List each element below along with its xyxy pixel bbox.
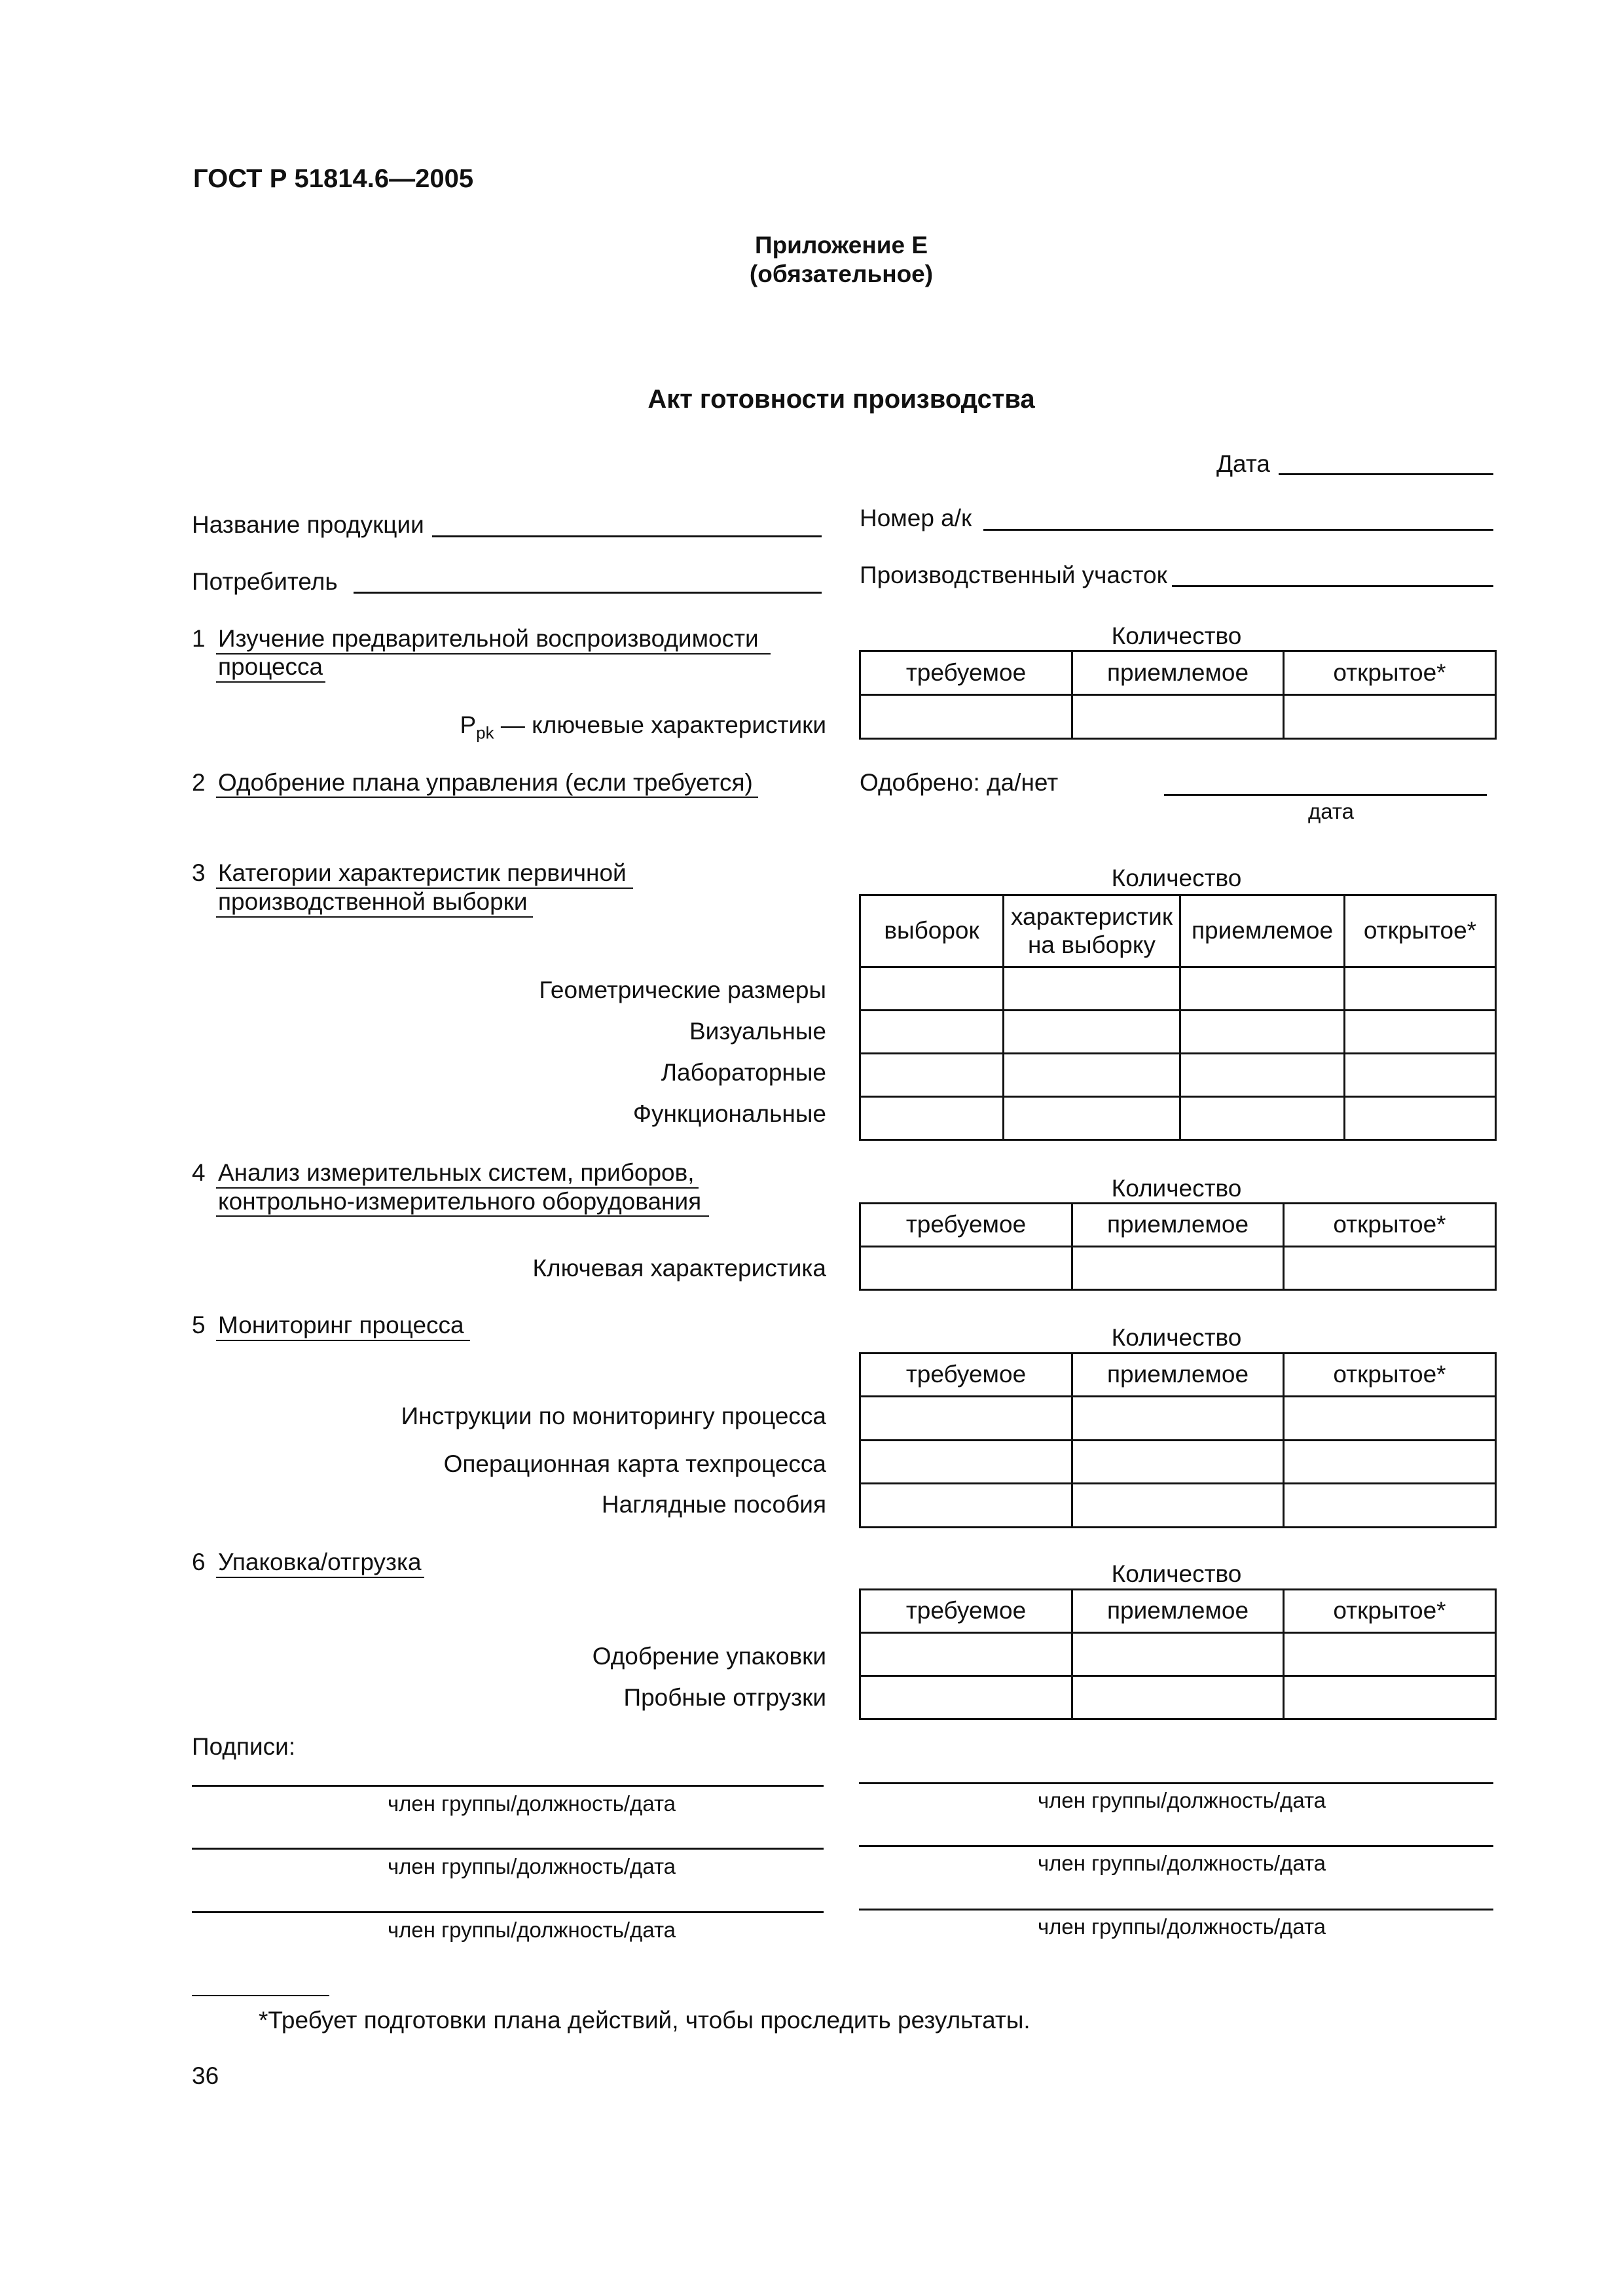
s4-title-line2: контрольно-измерительного оборудования [218, 1188, 702, 1215]
s2-title-underline [216, 797, 758, 798]
signature-caption-left-2: член группы/должность/дата [387, 1854, 676, 1878]
signature-caption-right-3: член группы/должность/дата [1037, 1914, 1326, 1939]
s1-quantity-table [859, 650, 1497, 740]
product-name-field[interactable] [432, 535, 822, 537]
s4-row-label-key-characteristic: Ключевая характеристика [532, 1255, 826, 1282]
s1-quantity-label: Количество [1111, 622, 1242, 649]
s4-quantity-label: Количество [1111, 1175, 1242, 1202]
table-cell[interactable] [860, 1484, 1072, 1528]
product-name-label: Название продукции [192, 511, 424, 538]
table-cell[interactable] [1072, 1247, 1284, 1290]
table-cell[interactable] [1072, 1441, 1284, 1484]
s6-row-label-trial-shipments: Пробные отгрузки [623, 1684, 826, 1711]
customer-field[interactable] [354, 592, 822, 594]
s3-col-samples: выборок [860, 895, 1004, 967]
s1-cell-acceptable[interactable] [1072, 695, 1284, 739]
customer-label: Потребитель [192, 568, 338, 595]
s1-title-line1: Изучение предварительной воспроизводимости [218, 625, 759, 652]
s4-number: 4 [192, 1159, 206, 1186]
table-cell[interactable] [1284, 1397, 1496, 1441]
kit-number-field[interactable] [983, 529, 1493, 531]
production-site-field[interactable] [1172, 585, 1493, 587]
table-cell[interactable] [1284, 1633, 1496, 1676]
s6-title-underline [216, 1577, 424, 1578]
footnote-text: *Требует подготовки плана действий, чтобы проследить результаты. [259, 2007, 1030, 2034]
s3-row-label-functional: Функциональные [632, 1100, 826, 1127]
date-label: Дата [1216, 450, 1270, 477]
table-cell[interactable] [1284, 1676, 1496, 1719]
table-cell[interactable] [1072, 1633, 1284, 1676]
s1-col-required: требуемое [860, 651, 1072, 695]
table-cell[interactable] [1284, 1484, 1496, 1528]
signature-line-right-1[interactable] [859, 1782, 1493, 1784]
s2-title: Одобрение плана управления (если требуется) [218, 769, 753, 796]
s1-col-open: открытое* [1284, 651, 1496, 695]
table-cell[interactable] [860, 967, 1004, 1011]
table-cell[interactable] [1180, 1011, 1345, 1054]
s1-title-underline2 [216, 681, 325, 683]
table-cell[interactable] [1345, 1097, 1496, 1140]
footnote-separator [192, 1995, 329, 1996]
s2-number: 2 [192, 769, 206, 796]
table-cell[interactable] [860, 1097, 1004, 1140]
table-cell[interactable] [860, 1247, 1072, 1290]
s6-col-open: открытое* [1284, 1590, 1496, 1633]
table-cell[interactable] [1284, 1441, 1496, 1484]
s6-col-acceptable: приемлемое [1072, 1590, 1284, 1633]
s3-col-characteristics: характеристик на выборку [1004, 895, 1180, 967]
s5-quantity-table [859, 1352, 1497, 1528]
s5-title: Мониторинг процесса [218, 1312, 464, 1338]
table-cell[interactable] [1004, 967, 1180, 1011]
signatures-label: Подписи: [192, 1733, 296, 1760]
table-cell[interactable] [1004, 1097, 1180, 1140]
s1-title-line2: процесса [218, 653, 323, 680]
s5-row-label-visual-aids: Наглядные пособия [601, 1491, 826, 1518]
table-cell[interactable] [1180, 1054, 1345, 1097]
s5-col-acceptable: приемлемое [1072, 1354, 1284, 1397]
s6-row-label-packaging-approval: Одобрение упаковки [592, 1643, 826, 1670]
table-cell[interactable] [1072, 1676, 1284, 1719]
s4-title-underline2 [216, 1215, 709, 1217]
s5-col-open: открытое* [1284, 1354, 1496, 1397]
signature-line-left-2[interactable] [192, 1848, 824, 1850]
appendix-status: (обязательное) [749, 260, 934, 287]
kit-number-label: Номер а/к [860, 505, 972, 531]
signature-caption-right-1: член группы/должность/дата [1037, 1788, 1326, 1812]
page-number: 36 [192, 2062, 219, 2089]
s1-cell-required[interactable] [860, 695, 1072, 739]
s2-date-caption: дата [1308, 799, 1354, 823]
s3-quantity-label: Количество [1111, 865, 1242, 891]
table-cell[interactable] [1004, 1054, 1180, 1097]
table-cell[interactable] [1072, 1484, 1284, 1528]
s6-col-required: требуемое [860, 1590, 1072, 1633]
signature-line-left-3[interactable] [192, 1911, 824, 1913]
document-title: Акт готовности производства [647, 385, 1035, 414]
signature-line-right-3[interactable] [859, 1909, 1493, 1910]
s3-number: 3 [192, 859, 206, 886]
s5-number: 5 [192, 1312, 206, 1338]
table-cell[interactable] [860, 1676, 1072, 1719]
s3-title-line2: производственной выборки [218, 888, 528, 915]
s6-number: 6 [192, 1549, 206, 1575]
appendix-title: Приложение Е [754, 232, 928, 259]
table-cell[interactable] [860, 1633, 1072, 1676]
s3-quantity-table [859, 894, 1497, 1141]
s1-cell-open[interactable] [1284, 695, 1496, 739]
s3-row-label-geometric: Геометрические размеры [539, 977, 826, 1003]
table-cell[interactable] [860, 1054, 1004, 1097]
s3-col-open: открытое* [1345, 895, 1496, 967]
table-cell[interactable] [1180, 967, 1345, 1011]
s6-quantity-table [859, 1588, 1497, 1720]
signature-line-right-2[interactable] [859, 1845, 1493, 1847]
s5-row-label-instructions: Инструкции по мониторингу процесса [401, 1403, 826, 1429]
standard-code: ГОСТ Р 51814.6—2005 [193, 164, 474, 193]
s5-row-label-process-sheet: Операционная карта техпроцесса [443, 1450, 826, 1477]
s4-quantity-table [859, 1202, 1497, 1291]
s5-quantity-label: Количество [1111, 1324, 1242, 1351]
signature-caption-left-3: член группы/должность/дата [387, 1918, 676, 1942]
s3-title-line1: Категории характеристик первичной [218, 859, 627, 886]
table-cell[interactable] [1180, 1097, 1345, 1140]
s5-title-underline [216, 1340, 470, 1341]
s3-row-label-visual: Визуальные [689, 1018, 826, 1045]
table-cell[interactable] [1345, 1054, 1496, 1097]
table-cell[interactable] [860, 1397, 1072, 1441]
s3-row-label-laboratory: Лабораторные [661, 1059, 826, 1086]
s1-col-acceptable: приемлемое [1072, 651, 1284, 695]
s3-col-acceptable: приемлемое [1180, 895, 1345, 967]
production-site-label: Производственный участок [860, 562, 1167, 588]
s4-col-open: открытое* [1284, 1204, 1496, 1247]
table-cell[interactable] [1004, 1011, 1180, 1054]
table-cell[interactable] [1345, 967, 1496, 1011]
s4-title-line1: Анализ измерительных систем, приборов, [218, 1159, 695, 1186]
s4-col-required: требуемое [860, 1204, 1072, 1247]
signature-line-left-1[interactable] [192, 1785, 824, 1787]
s2-approval-date-field[interactable] [1164, 794, 1487, 796]
s1-number: 1 [192, 625, 206, 652]
signature-caption-right-2: член группы/должность/дата [1037, 1851, 1326, 1875]
s1-row-label: $P_{pk}$ — ключевые характеристики [460, 711, 826, 743]
table-cell[interactable] [1345, 1011, 1496, 1054]
table-cell[interactable] [1284, 1247, 1496, 1290]
signature-caption-left-1: член группы/должность/дата [387, 1791, 676, 1816]
s6-title: Упаковка/отгрузка [218, 1549, 422, 1575]
date-field[interactable] [1279, 473, 1493, 475]
table-cell[interactable] [1072, 1397, 1284, 1441]
table-cell[interactable] [860, 1011, 1004, 1054]
s4-col-acceptable: приемлемое [1072, 1204, 1284, 1247]
table-cell[interactable] [860, 1441, 1072, 1484]
s5-col-required: требуемое [860, 1354, 1072, 1397]
s6-quantity-label: Количество [1111, 1560, 1242, 1587]
s2-approved-label: Одобрено: да/нет [860, 769, 1059, 796]
s3-title-underline2 [216, 916, 533, 918]
